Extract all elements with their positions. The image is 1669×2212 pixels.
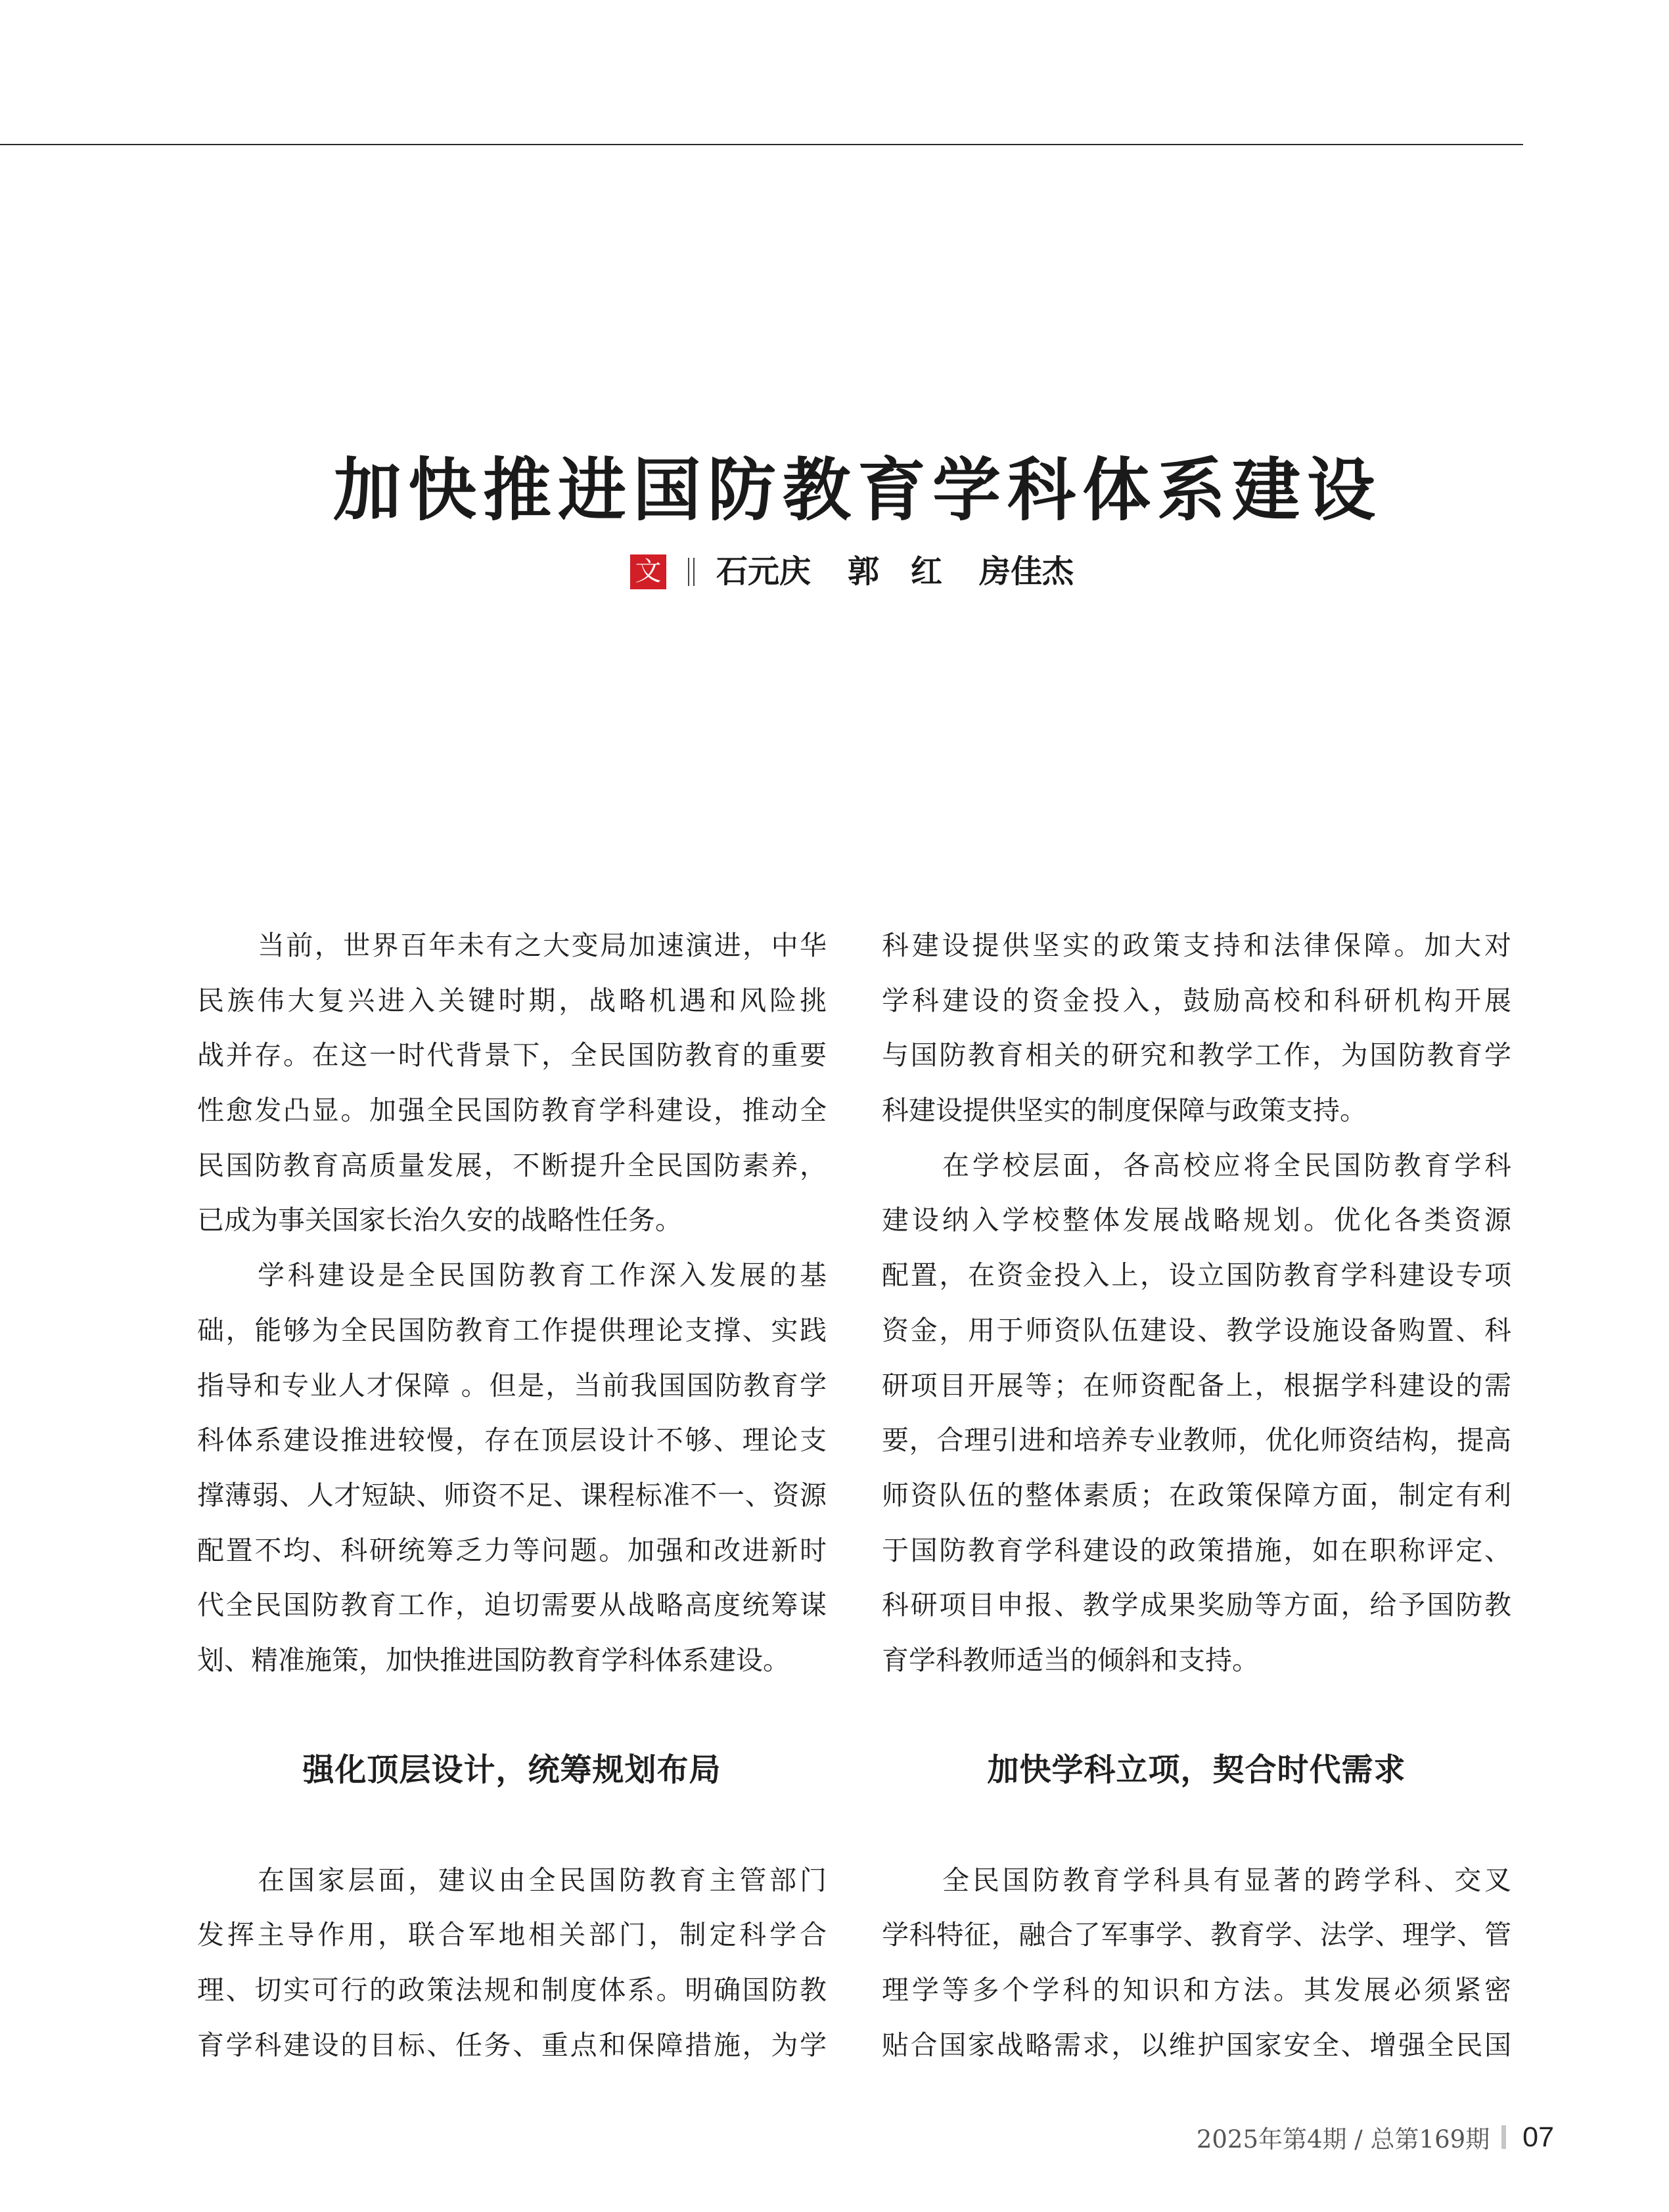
paragraph-line: 学科建设是全民国防教育工作深入发展的基: [258, 1259, 827, 1292]
paragraph-line: 当前，世界百年未有之大变局加速演进，中华: [258, 930, 827, 961]
paragraph-line: 学科特征，融合了军事学、教育学、法学、理学、管: [882, 1919, 1511, 1951]
paragraph-line: 贴合国家战略需求，以维护国家安全、增强全民国: [882, 2029, 1511, 2061]
author-name: 房佳杰: [979, 554, 1074, 589]
author-name: 郭 红: [848, 554, 943, 589]
footer-separator-bar: [1501, 2125, 1506, 2149]
page-number: 07: [1522, 2121, 1554, 2153]
paragraph-line: 研项目开展等；在师资配备上，根据学科建设的需: [882, 1369, 1511, 1401]
left-column: [197, 918, 827, 2073]
paragraph-line: 与国防教育相关的研究和教学工作，为国防教育学: [882, 1039, 1511, 1072]
paragraph-line: 配置不均、科研统筹乏力等问题。加强和改进新时: [197, 1534, 827, 1566]
paragraph-line: 理、切实可行的政策法规和制度体系。明确国防教: [197, 1974, 827, 2006]
paragraph-line: 育学科教师适当的倾斜和支持。: [882, 1644, 1259, 1676]
paragraph-line: 学科建设的资金投入，鼓励高校和科研机构开展: [882, 984, 1511, 1016]
paragraph-line: 科建设提供坚实的政策支持和法律保障。加大对: [882, 930, 1511, 961]
paragraph: [882, 918, 1511, 1139]
section-heading: 加快学科立项，契合时代需求: [987, 1753, 1406, 1788]
right-column: [882, 918, 1511, 2073]
section-heading: 强化顶层设计，统筹规划布局: [302, 1753, 721, 1788]
byline: [630, 554, 1074, 589]
paragraph-line: 科建设提供坚实的制度保障与政策支持。: [882, 1095, 1367, 1127]
paragraph: [197, 1853, 827, 2073]
paragraph: [882, 1853, 1511, 2073]
issue-info: 2025年第4期 / 总第169期: [1196, 2125, 1490, 2154]
paragraph-line: 理学等多个学科的知识和方法。其发展必须紧密: [882, 1974, 1511, 2006]
paragraph-line: 全民国防教育学科具有显著的跨学科、交叉: [942, 1864, 1511, 1896]
paragraph-line: 已成为事关国家长治久安的战略性任务。: [197, 1204, 682, 1236]
top-rule-divider: [0, 144, 1523, 145]
paragraph-line: 于国防教育学科建设的政策措施，如在职称评定、: [882, 1534, 1511, 1566]
paragraph-line: 划、精准施策，加快推进国防教育学科体系建设。: [197, 1644, 790, 1676]
paragraph-line: 撑薄弱、人才短缺、师资不足、课程标准不一、资源: [197, 1479, 827, 1511]
paragraph-line: 要，合理引进和培养专业教师，优化师资结构，提高: [882, 1424, 1511, 1456]
paragraph-line: 指导和专业人才保障 。但是，当前我国国防教育学: [197, 1369, 827, 1401]
paragraph: [197, 918, 827, 1248]
author-list: [716, 554, 1074, 589]
paragraph-line: 发挥主导作用，联合军地相关部门，制定科学合: [197, 1919, 827, 1951]
double-bar-separator-icon: [688, 558, 695, 586]
paragraph-line: 民族伟大复兴进入关键时期，战略机遇和风险挑: [197, 984, 827, 1016]
paragraph-line: 师资队伍的整体素质；在政策保障方面，制定有利: [882, 1479, 1511, 1511]
paragraph-line: 民国防教育高质量发展，不断提升全民国防素养，: [197, 1149, 827, 1181]
paragraph-line: 配置，在资金投入上，设立国防教育学科建设专项: [882, 1259, 1511, 1292]
paragraph-line: 建设纳入学校整体发展战略规划。优化各类资源: [882, 1204, 1511, 1236]
paragraph-line: 科体系建设推进较慢，存在顶层设计不够、理论支: [197, 1424, 827, 1456]
article-title: 加快推进国防教育学科体系建设: [332, 452, 1382, 529]
paragraph: [197, 1248, 827, 1688]
paragraph-line: 战并存。在这一时代背景下，全民国防教育的重要: [197, 1039, 827, 1072]
paragraph-line: 在国家层面，建议由全民国防教育主管部门: [258, 1864, 827, 1896]
page-footer: [1197, 2121, 1554, 2154]
author-label-badge: 文: [630, 554, 666, 589]
paragraph-line: 性愈发凸显。加强全民国防教育学科建设，推动全: [197, 1095, 827, 1127]
paragraph-line: 育学科建设的目标、任务、重点和保障措施，为学: [197, 2029, 827, 2061]
paragraph-line: 科研项目申报、教学成果奖励等方面，给予国防教: [882, 1589, 1511, 1621]
paragraph-line: 在学校层面，各高校应将全民国防教育学科: [942, 1149, 1511, 1181]
paragraph-line: 础，能够为全民国防教育工作提供理论支撑、实践: [197, 1314, 827, 1346]
paragraph-line: 资金，用于师资队伍建设、教学设施设备购置、科: [882, 1314, 1511, 1346]
paragraph: [882, 1139, 1511, 1688]
author-name: 石元庆: [716, 554, 812, 589]
paragraph-line: 代全民国防教育工作，迫切需要从战略高度统筹谋: [197, 1589, 827, 1621]
